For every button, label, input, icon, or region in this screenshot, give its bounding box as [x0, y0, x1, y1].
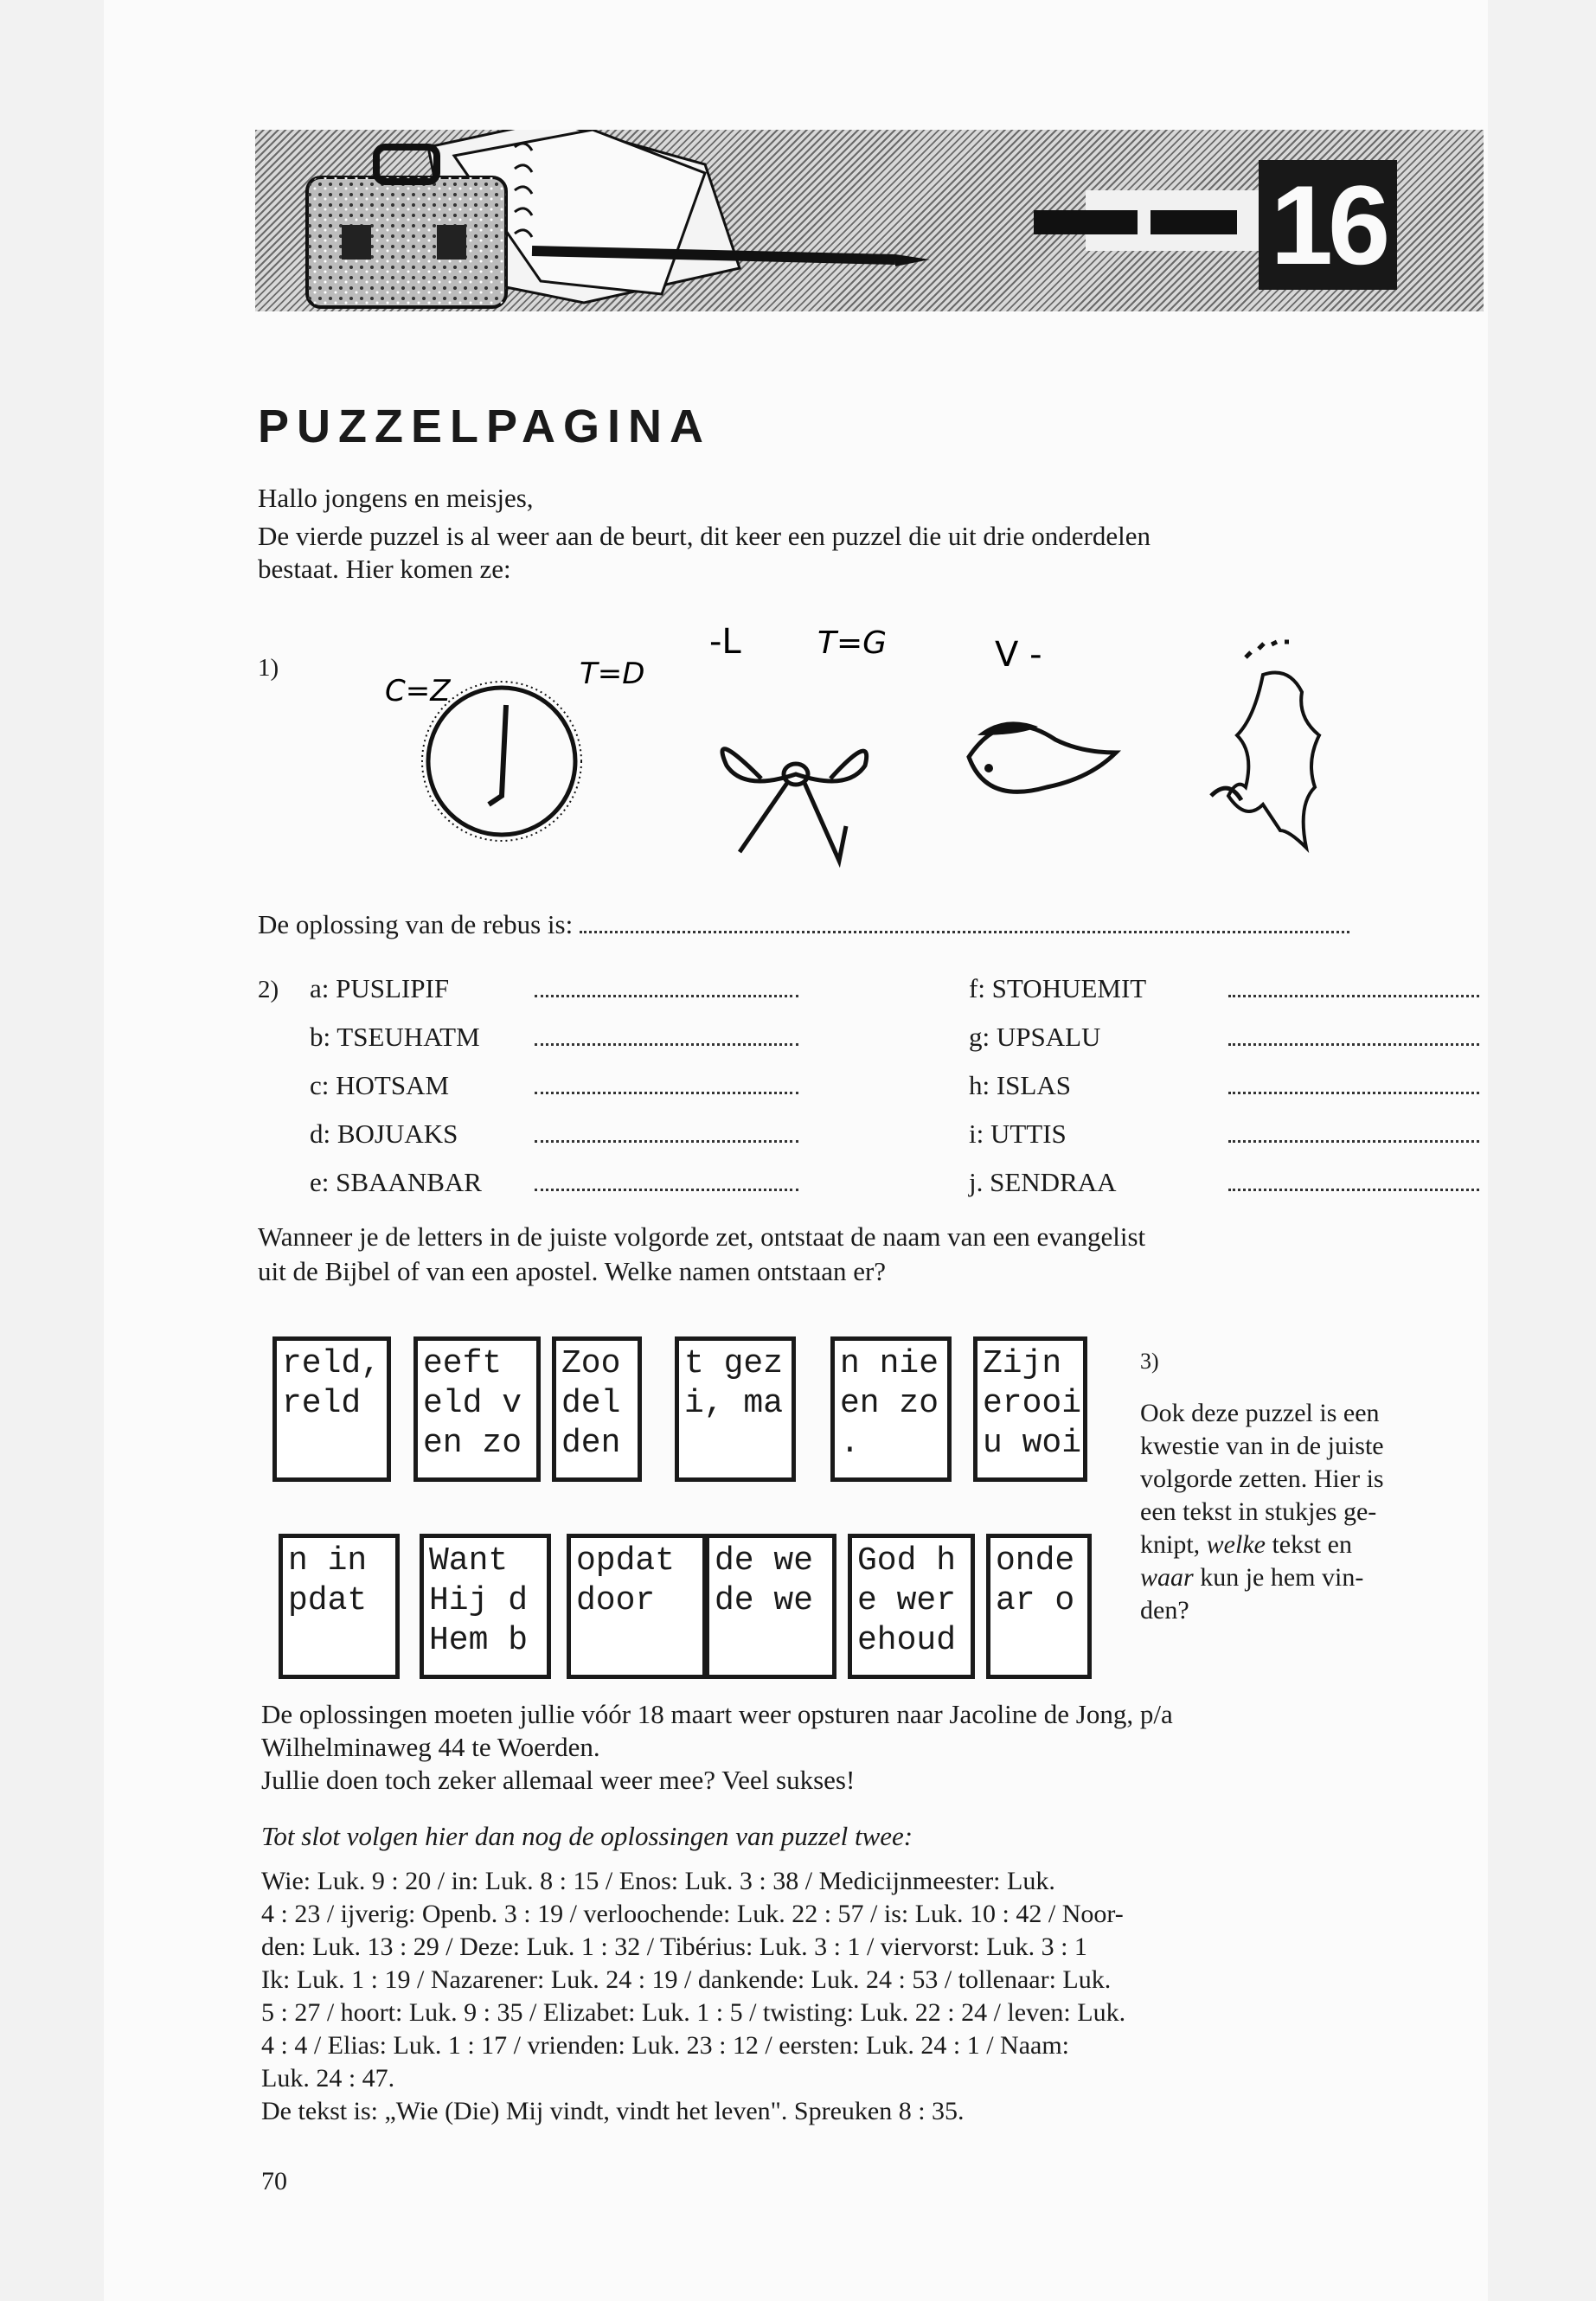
part3-text: knipt, welke tekst en	[1140, 1530, 1352, 1559]
intro-line: De vierde puzzel is al weer aan de beurt, dit keer een puzzel die uit drie onderdelen	[258, 521, 1151, 551]
rebus-answer-line	[258, 908, 1349, 940]
bow-drawing	[709, 623, 887, 861]
text-piece[interactable]: Zoo del den	[552, 1336, 642, 1482]
anagram-number: 2)	[258, 976, 279, 1003]
solutions-line: Luk. 24 : 47.	[261, 2064, 395, 2093]
anagram-item: h: ISLAS	[969, 1069, 1479, 1101]
solutions-heading: Tot slot volgen hier dan nog de oplossingen van puzzel twee:	[261, 1821, 913, 1851]
text-piece[interactable]: reld, reld	[272, 1336, 391, 1482]
anagram-blank[interactable]	[535, 1118, 798, 1143]
text-piece[interactable]: God h e wer ehoud	[848, 1534, 975, 1679]
anagram-item: a: PUSLIPIF	[310, 972, 798, 1004]
text-piece[interactable]: onde ar o	[986, 1534, 1092, 1679]
part3-text: den?	[1140, 1596, 1189, 1625]
page-title: PUZZELPAGINA	[258, 401, 711, 452]
text-piece[interactable]: Want Hij d Hem b	[420, 1534, 551, 1679]
map-drawing	[1211, 642, 1319, 848]
rebus-clue: C=Z	[385, 674, 451, 708]
text-piece[interactable]: eeft eld v en zo	[413, 1336, 541, 1482]
rebus-clue: -L	[709, 623, 741, 662]
anagram-blank[interactable]	[1228, 972, 1479, 997]
anagram-question: Wanneer je de letters in de juiste volgorde zet, ontstaat de naam van een evangelist	[258, 1221, 1146, 1252]
clock-drawing	[385, 657, 644, 841]
anagram-item: d: BOJUAKS	[310, 1118, 798, 1150]
head-drawing	[969, 635, 1116, 792]
intro-line: bestaat. Hier komen ze:	[258, 554, 511, 584]
part3-number: 3)	[1140, 1349, 1159, 1374]
anagram-item: f: STOHUEMIT	[969, 972, 1479, 1004]
anagram-blank[interactable]	[535, 1069, 798, 1094]
part3-text: volgorde zetten. Hier is	[1140, 1465, 1384, 1493]
header-dash	[1151, 210, 1237, 234]
solutions-line: den: Luk. 13 : 29 / Deze: Luk. 1 : 32 / Tibérius: Luk. 3 : 1 / viervorst: Luk. 3 : 1	[261, 1932, 1087, 1961]
anagram-item: g: UPSALU	[969, 1021, 1479, 1053]
page-number: 70	[261, 2167, 287, 2195]
rebus-clue: T=G	[817, 625, 888, 661]
part3-text: een tekst in stukjes ge-	[1140, 1497, 1377, 1526]
anagram-blank[interactable]	[535, 1021, 798, 1046]
anagram-question: uit de Bijbel of van een apostel. Welke namen ontstaan er?	[258, 1256, 887, 1286]
part3-text: Ook deze puzzel is een	[1140, 1399, 1380, 1427]
anagram-blank[interactable]	[1228, 1166, 1479, 1191]
rebus-clue: V -	[995, 635, 1042, 675]
anagram-blank[interactable]	[535, 972, 798, 997]
closing-text: Jullie doen toch zeker allemaal weer mee? Veel sukses!	[261, 1765, 856, 1795]
solutions-line: 4 : 23 / ijverig: Openb. 3 : 19 / verloochende: Luk. 22 : 57 / is: Luk. 10 : 42 / Noor-	[261, 1900, 1124, 1928]
solutions-line: 5 : 27 / hoort: Luk. 9 : 35 / Elizabet: Luk. 1 : 5 / twisting: Luk. 22 : 24 / leven: Luk.	[261, 1998, 1126, 2027]
rebus-answer-blank[interactable]	[580, 908, 1349, 933]
header-dash	[1034, 210, 1138, 234]
chapter-number: 16	[1259, 160, 1397, 290]
solutions-line: Wie: Luk. 9 : 20 / in: Luk. 8 : 15 / Enos: Luk. 3 : 38 / Medicijnmeester: Luk.	[261, 1867, 1055, 1895]
text-piece[interactable]: n nie en zo .	[830, 1336, 952, 1482]
anagram-item: j. SENDRAA	[969, 1166, 1479, 1198]
text-piece[interactable]: t gez i, ma	[675, 1336, 796, 1482]
anagram-item: b: TSEUHATM	[310, 1021, 798, 1053]
rebus-number: 1)	[258, 654, 279, 682]
closing-text: Wilhelminaweg 44 te Woerden.	[261, 1732, 600, 1762]
part3-text: kwestie van in de juiste	[1140, 1432, 1384, 1460]
text-piece[interactable]: opdat door	[567, 1534, 707, 1679]
solutions-line: 4 : 4 / Elias: Luk. 1 : 17 / vrienden: Luk. 23 : 12 / eersten: Luk. 24 : 1 / Naam:	[261, 2031, 1070, 2060]
intro-greeting: Hallo jongens en meisjes,	[258, 483, 534, 513]
rebus-clue: T=D	[580, 657, 645, 691]
anagram-item: e: SBAANBAR	[310, 1166, 798, 1198]
anagram-blank[interactable]	[1228, 1069, 1479, 1094]
text-piece[interactable]: n in pdat	[279, 1534, 400, 1679]
part3-text: waar kun je hem vin-	[1140, 1563, 1364, 1592]
anagram-blank[interactable]	[1228, 1118, 1479, 1143]
solutions-text-line: De tekst is: „Wie (Die) Mij vindt, vindt het leven". Spreuken 8 : 35.	[261, 2097, 965, 2125]
rebus-drawings	[381, 623, 1401, 882]
anagram-blank[interactable]	[1228, 1021, 1479, 1046]
anagram-item: c: HOTSAM	[310, 1069, 798, 1101]
rebus-answer-label: De oplossing van de rebus is:	[258, 909, 574, 939]
anagram-blank[interactable]	[535, 1166, 798, 1191]
solutions-line: Ik: Luk. 1 : 19 / Nazarener: Luk. 24 : 19 / dankende: Luk. 24 : 53 / tollenaar: Luk.	[261, 1965, 1112, 1994]
text-piece[interactable]: de we de we	[705, 1534, 836, 1679]
anagram-item: i: UTTIS	[969, 1118, 1479, 1150]
text-piece[interactable]: Zijn erooi u woi	[973, 1336, 1087, 1482]
closing-text: De oplossingen moeten jullie vóór 18 maart weer opsturen naar Jacoline de Jong, p/a	[261, 1699, 1173, 1729]
